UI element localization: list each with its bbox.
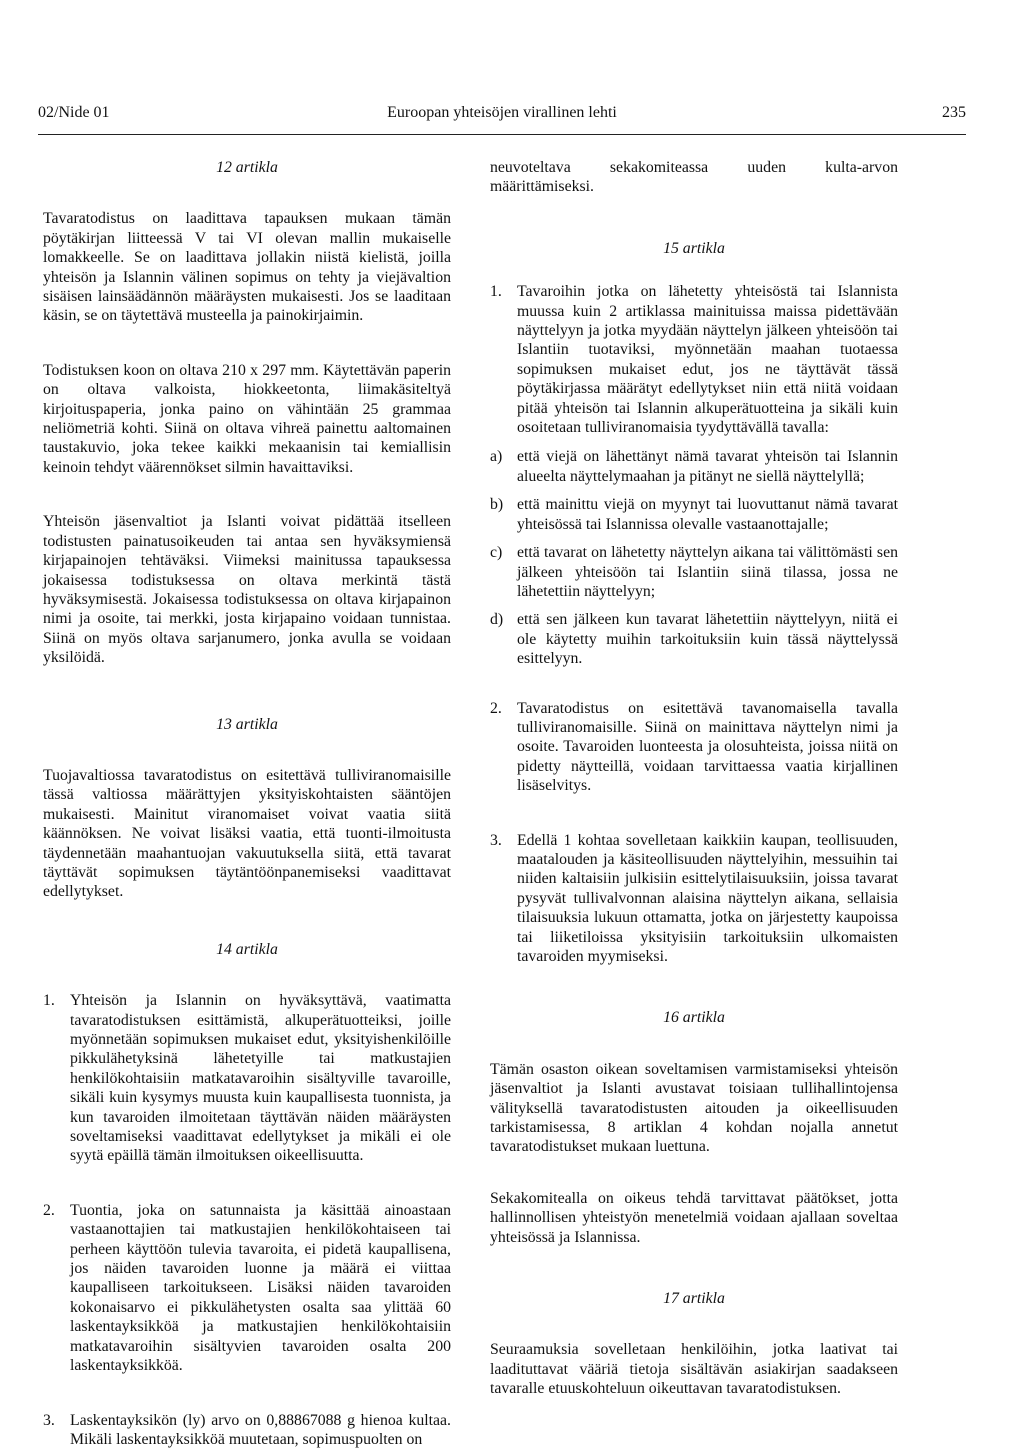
journal-title: Euroopan yhteisöjen virallinen lehti (387, 104, 617, 121)
point-number: 3. (490, 831, 502, 849)
article-16-paragraph-2: Sekakomitealla on oikeus tehdä tarvittavat päätökset, jotta hallinnollisen yhteistyön menetelmiä voidaan ajallaan soveltaa yhteisössä ja Islannissa. (490, 1189, 898, 1246)
item-text: että sen jälkeen kun tavarat lähetettiin näyttelyyn, niitä ei ole käytetty muihin tarkoituksiin kuin tässä näyttelyssä esittelyyn. (517, 611, 898, 668)
point-text: Yhteisön ja Islannin on hyväksyttävä, vaatimatta tavaratodistuksen esittämistä, alkuperätuotteiksi, joille myönnetään sopimuksen mukaiset edut, yksityishenkilöille pikkulähetyksinä lähetetyille tai matkustajien henkilökohtaisiin matkatavaroihin sisältyville tavaroille, sikäli kuin kysymys muusta kuin kaupallisesta tuonnista, ja kun tavaroiden ilmoitetaan täyttävän näiden määräysten soveltamiseksi vaadittavat edellytykset ja mikäli ei ole syytä epäillä tämän ilmoituksen oikeellisuutta. (70, 992, 451, 1165)
item-label: a) (490, 448, 503, 466)
article-12-paragraph-1: Tavaratodistus on laadittava tapauksen mukaan tämän pöytäkirjan liitteessä V tai VI olevan mallin mukaiselle lomakkeelle. Se on laadittava jollakin niistä kielistä, joilla yhteisön ja Islannin välinen sopimus on tehty ja viejävaltion sisäisen lainsäädännön määräysten mukaisesti. Jos se laaditaan käsin, se on täytettävä musteella ja painokirjaimin. (43, 210, 451, 325)
list-item-a (490, 447, 898, 486)
article-15-point-2 (490, 699, 898, 796)
point-number: 2. (490, 699, 502, 717)
item-text: että viejä on lähettänyt nämä tavarat yhteisön tai Islannin alueelta näyttelymaahan ja pitänyt ne siellä näyttelyllä; (517, 448, 898, 485)
right-column (490, 158, 898, 1399)
list-item-b (490, 495, 898, 534)
page-number: 235 (942, 104, 966, 121)
article-12-paragraph-3: Yhteisön jäsenvaltiot ja Islanti voivat pidättää itselleen todistusten painatusoikeuden tai antaa sen hyväksymiensä kirjapainojen tehtäväksi. Viimeksi mainitussa tapauksessa jokaisessa todistuksessa on oltava merkintä tästä hyväksymisestä. Jokaisessa todistuksessa on oltava kirjapainon nimi ja osoite, tai merkki, josta kirjapaino voidaan tunnistaa. Siinä on myös oltava sarjanumero, jonka avulla se voidaan yksilöidä. (43, 513, 451, 667)
point-number: 1. (490, 283, 502, 301)
article-15-point-1 (490, 282, 898, 437)
article-13-paragraph-1: Tuojavaltiossa tavaratodistus on esitettävä tulliviranomaisille tässä valtiossa määrättyjen yksityiskohtaisten sääntöjen mukaisesti. Mainitut viranomaiset voivat vaatia siitä käännöksen. Ne voivat lisäksi vaatia, että tuonti-ilmoitusta täydennetään maahantuojan vakuutuksella siitä, että tavarat täyttävät sopimuksen täytäntöönpanemiseksi vaadittavat edellytykset. (43, 766, 451, 901)
point-text: Edellä 1 kohtaa sovelletaan kaikkiin kaupan, teollisuuden, maatalouden ja käsiteollisuuden näyttelyihin, messuihin tai niiden kaltaisiin julkisiin esittelytilaisuuksiin, joissa tavarat pysyvät tullivalvonnan alaisina näyttelyn aikana, sellaisia tilaisuuksia lukuun ottamatta, jotka on järjestetty kaupoissa tai liiketiloissa yksityisiin tarkoituksiin ulkomaisten tavaroiden myymiseksi. (517, 831, 898, 965)
article-14-point-1 (43, 991, 451, 1166)
point-text: Tavaroihin jotka on lähetetty yhteisöstä tai Islannista muussa kuin 2 artiklassa mainituissa maissa pidettävään näyttelyyn ja jotka myydään näyttelyn jälkeen yhteisöön tai Islantiin tuotaviksi, myönnetään maahan tuotaessa sopimuksen mukaiset edut, jos ne täyttävät tässä pöytäkirjassa määrätyt edellytykset niin että niitä voidaan pitää yhteisön tai Islannin alkuperätuotteina ja sikäli kuin osoitetaan tulliviranomaisia tyydyttävällä tavalla: (517, 283, 898, 437)
article-15-title: 15 artikla (663, 239, 725, 257)
article-13-title: 13 artikla (216, 715, 278, 733)
article-12-title: 12 artikla (216, 159, 278, 176)
point-number: 1. (43, 992, 55, 1010)
page-header (38, 104, 966, 135)
point-text: Tavaratodistus on esitettävä tavanomaisella tavalla tulliviranomaisille. Siinä on mainittava näyttelyn nimi ja osoite. Tavaroiden luonteesta ja olosuhteista, joissa niitä on pidetty näytteillä, voidaan tarvittaessa vaatia kirjallinen lisäselvitys. (517, 699, 898, 795)
left-column (43, 158, 451, 1449)
item-text: että mainittu viejä on myynyt tai luovuttanut nämä tavarat yhteisössä tai Islannissa olevalle vastaanottajalle; (517, 496, 898, 533)
article-17-paragraph-1: Seuraamuksia sovelletaan henkilöihin, jotka laativat tai laadituttavat vääriä tietoja sisältävän asiakirjan saadakseen tavaralle etuuskohteluun oikeuttavan tavaratodistuksen. (490, 1341, 898, 1398)
item-label: d) (490, 611, 504, 629)
point-number: 2. (43, 1201, 55, 1219)
item-text: että tavarat on lähetetty näyttelyn aikana tai välittömästi sen jälkeen yhteisöön tai Islantiin siinä tilassa, jossa ne lähetettiin näyttelyyn; (517, 544, 898, 600)
article-16-paragraph-1: Tämän osaston oikean soveltamisen varmistamiseksi yhteisön jäsenvaltiot ja Islanti avustavat toisiaan tullihallintojensa välityksellä tavaratodistusten aitouden ja oikeellisuuden tarkistamisessa, 8 artiklan 4 kohdan nojalla annetut tavaratodistukset mukaan luettuna. (490, 1060, 898, 1156)
point-number: 3. (43, 1411, 55, 1429)
list-item-c (490, 543, 898, 601)
journal-volume: 02/Nide 01 (38, 104, 110, 121)
article-14-point-3 (43, 1411, 451, 1450)
item-label: c) (490, 544, 503, 562)
point-text: Tuontia, joka on satunnaista ja käsittää ainoastaan vastaanottajien tai matkustajien henkilökohtaiseen tai perheen käyttöön tulevia tavaroita, ei pidetä kaupallisena, jos näiden tavaroiden luonne ja määrä ei viittaa kaupalliseen tarkoitukseen. Lisäksi näiden tavaroiden kokonaisarvo ei pikkulähetysten osalta saa ylittää 60 laskentayksikköä ja matkustajien henkilökohtaisiin matkatavaroihin sisältyvien tavaroiden osalta 200 laskentayksikköä. (70, 1201, 451, 1375)
article-14-point-2 (43, 1201, 451, 1376)
point-text: Laskentayksikön (ly) arvo on 0,88867088 g hienoa kultaa. Mikäli laskentayksikköä muutetaan, sopimuspuolten on (70, 1411, 451, 1448)
article-16-title: 16 artikla (663, 1009, 725, 1027)
list-item-d (490, 610, 898, 668)
article-14-title: 14 artikla (216, 940, 278, 958)
article-15-point-3 (490, 831, 898, 967)
continued-paragraph: neuvoteltava sekakomiteassa uuden kulta-arvon määrittämiseksi. (490, 159, 898, 196)
item-label: b) (490, 496, 504, 514)
article-17-title: 17 artikla (663, 1290, 725, 1308)
article-12-paragraph-2: Todistuksen koon on oltava 210 x 297 mm. Käytettävän paperin on oltava valkoista, hiokkeetonta, liimakäsiteltyä kirjoituspaperia, jonka paino on vähintään 25 grammaa neliömetriä kohti. Siinä on oltava vihreä painettu aaltomainen taustakuvio, joka tekee kaikki mekaanisin tai kemiallisin keinoin tehdyt väärennökset silmin havaittaviksi. (43, 361, 451, 476)
